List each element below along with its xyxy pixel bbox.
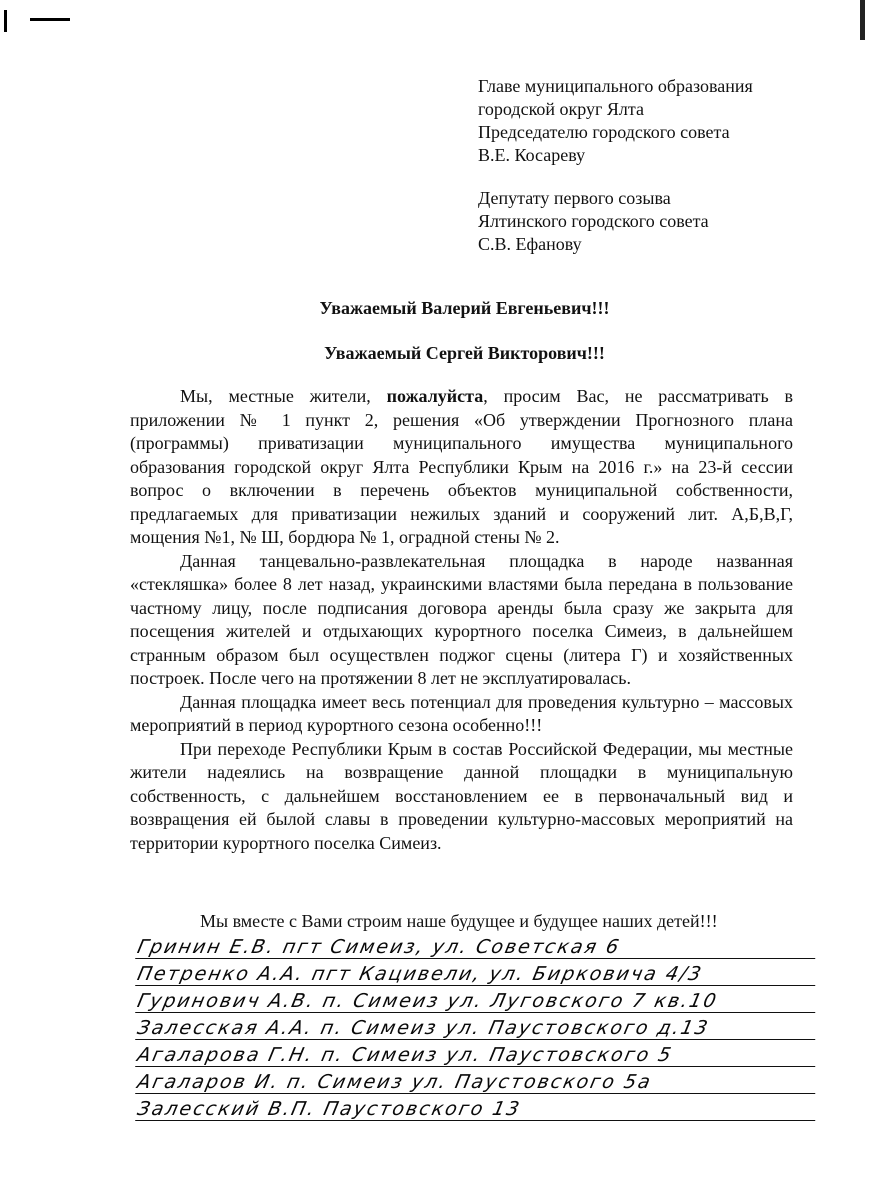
signature-entry bbox=[135, 959, 821, 986]
signature-text: Залесский В.П. Паустовского 13 bbox=[135, 1098, 524, 1120]
letter-body bbox=[130, 385, 793, 855]
paragraph-text: Мы, местные жители, bbox=[180, 386, 387, 406]
addressee-line: Ялтинского городского совета bbox=[478, 211, 709, 231]
paragraph bbox=[130, 385, 793, 550]
addressee-line: Председателю городского совета bbox=[478, 122, 730, 142]
signature-entry bbox=[135, 986, 821, 1013]
salutation: Уважаемый Валерий Евгеньевич!!! bbox=[319, 298, 610, 318]
closing-line: Мы вместе с Вами строим наше будущее и будущее наших детей!!! bbox=[200, 911, 718, 931]
paragraph: При переходе Республики Крым в состав Российской Федерации, мы местные жители надеялись на возвращение данной площадки в муниципальную собственность, с дальнейшем восстановлением ее в первоначальный вид и возвращения ей былой славы в проведении культурно-массовых мероприятий на территории курортного поселка Симеиз. bbox=[130, 738, 793, 853]
signature-text: Агаларов И. п. Симеиз ул. Паустовского 5а bbox=[135, 1071, 655, 1093]
addressee-line: В.Е. Косареву bbox=[478, 145, 586, 165]
addressee-line: С.В. Ефанову bbox=[478, 234, 582, 254]
paragraph: Данная площадка имеет весь потенциал для проведения культурно – массовых мероприятий в период курортного сезона особенно!!! bbox=[130, 691, 793, 735]
signature-entry bbox=[135, 932, 821, 959]
signature-text: Агаларова Г.Н. п. Симеиз ул. Паустовского 5 bbox=[135, 1044, 675, 1066]
signature-text: Гуринович А.В. п. Симеиз ул. Луговского 7 кв.10 bbox=[135, 990, 720, 1012]
signature-list bbox=[135, 932, 818, 1121]
scan-edge-mark bbox=[4, 10, 7, 32]
addressee-line: Депутату первого созыва bbox=[478, 188, 671, 208]
paragraph: Данная танцевально-развлекательная площадка в народе названная «стекляшка» более 8 лет назад, украинскими властями была передана в пользование частному лицу, после подписания договора аренды была сразу же закрыта для посещения жителей и отдыхающих курортного поселка Симеиз, в дальнейшем странным образом был осуществлен поджог сцены (литера Г) и хозяйственных построек. После чего на протяжении 8 лет не эксплуатировалась. bbox=[130, 550, 793, 688]
addressee-line: городской округ Ялта bbox=[478, 99, 644, 119]
addressee-line: Главе муниципального образования bbox=[478, 76, 753, 96]
signature-entry bbox=[135, 1013, 821, 1040]
addressee-block bbox=[478, 75, 838, 256]
signature-entry bbox=[135, 1067, 821, 1094]
signature-text: Залесская А.А. п. Симеиз ул. Паустовского д.13 bbox=[135, 1017, 712, 1039]
salutation: Уважаемый Сергей Викторович!!! bbox=[324, 343, 605, 363]
scan-edge-mark bbox=[860, 0, 865, 40]
paragraph-emphasis: пожалуйста bbox=[386, 386, 484, 406]
signature-text: Петренко А.А. пгт Кацивели, ул. Бирковича 4/3 bbox=[135, 963, 705, 985]
signature-entry bbox=[135, 1094, 821, 1121]
signature-entry bbox=[135, 1040, 821, 1067]
scan-edge-mark bbox=[30, 18, 70, 21]
signature-text: Гринин Е.В. пгт Симеиз, ул. Советская 6 bbox=[135, 936, 623, 958]
paragraph-text: , просим Вас, не рассматривать в приложении № 1 пункт 2, решения «Об утверждении Прогнозного плана (программы) приватизации муниципального имущества муниципального образования городской округ Ялта Республики Крым на 2016 г.» на 23-й сессии вопрос о включении в перечень объектов муниципальной собственности, предлагаемых для приватизации нежилых зданий и сооружений лит. А,Б,В,Г, мощения №1, № Ш, бордюра № 1, оградной стены № 2. bbox=[130, 386, 793, 547]
